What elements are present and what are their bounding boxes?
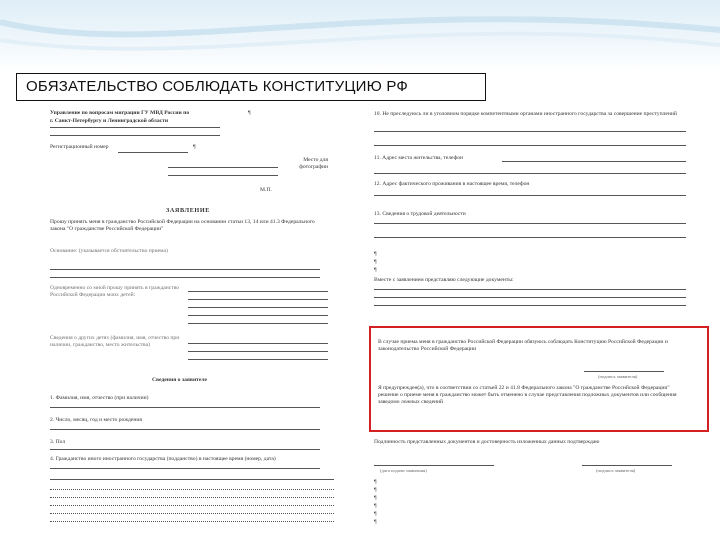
field-13-line bbox=[374, 237, 686, 238]
pilcrow: ¶ bbox=[374, 487, 377, 493]
pilcrow: ¶ bbox=[374, 267, 377, 273]
warning-text: Я предупрежден(а), что в соответствии со статьей 22 и 41.8 Федерального закона "О гражданстве Российской Федерации" решение о приеме меня в гражданство может быть отменено в случае представления подложных документов или сообщения заведомо ложных сведений bbox=[378, 385, 677, 405]
confirmation-text: Подлинность представленных документов и достоверность изложенных данных подтверждаю bbox=[374, 439, 600, 445]
attachments-note: Вместе с заявлением представляю следующие документы: bbox=[374, 277, 514, 283]
field-13-line bbox=[374, 223, 686, 224]
form-intro: Прошу принять меня в гражданство Российской Федерации на основании статьи 13, 14 или 41.3 Федерального закона "О гражданстве Российской Федерации" bbox=[50, 219, 315, 232]
sign-line bbox=[582, 465, 672, 466]
pilcrow: ¶ bbox=[374, 495, 377, 501]
reg-number-label: Регистрационный номер bbox=[50, 144, 109, 150]
pilcrow: ¶ bbox=[248, 110, 251, 116]
application-form-left-page bbox=[48, 107, 340, 535]
footnote-separator bbox=[50, 479, 334, 480]
oath-highlight-frame bbox=[369, 326, 709, 432]
blank-line bbox=[188, 351, 328, 352]
mp-label: М.П. bbox=[260, 187, 272, 193]
field-10-line bbox=[374, 145, 686, 146]
field-3-line bbox=[50, 449, 320, 450]
field-1-line bbox=[50, 407, 320, 408]
pilcrow: ¶ bbox=[374, 519, 377, 525]
blank-line bbox=[50, 277, 320, 278]
field-4-line bbox=[50, 468, 320, 469]
pilcrow: ¶ bbox=[374, 251, 377, 257]
field-2-line bbox=[50, 429, 320, 430]
slide-title: ОБЯЗАТЕЛЬСТВО СОБЛЮДАТЬ КОНСТИТУЦИЮ РФ bbox=[16, 73, 486, 101]
field-10-label: 10. Не преследуюсь ли в уголовном порядке компетентными органами иностранного государства за совершение преступлений bbox=[374, 111, 677, 117]
applicant-section-title: Сведения о заявителе bbox=[152, 377, 208, 383]
attachments-line bbox=[374, 297, 686, 298]
blank-line bbox=[188, 307, 328, 308]
form-heading: ЗАЯВЛЕНИЕ bbox=[166, 207, 210, 214]
blank-line bbox=[188, 359, 328, 360]
pilcrow: ¶ bbox=[374, 259, 377, 265]
oath-text: В случае приема меня в гражданство Российской Федерации обязуюсь соблюдать Конституцию Российской Федерации и законодательство Российской Федерации bbox=[378, 339, 668, 352]
blank-line bbox=[50, 269, 320, 270]
sign-label: (подпись заявителя) bbox=[596, 468, 636, 473]
blank-line bbox=[50, 135, 220, 136]
blank-line bbox=[168, 167, 278, 168]
field-11-label: 11. Адрес места жительства, телефон bbox=[374, 155, 463, 161]
blank-line bbox=[50, 127, 220, 128]
field-11-line bbox=[374, 173, 686, 174]
footnote-line bbox=[50, 497, 334, 498]
footnote-line bbox=[50, 521, 334, 522]
oath-signature-label: (подпись заявителя) bbox=[598, 374, 638, 379]
field-12-line bbox=[374, 195, 686, 196]
field-12-label: 12. Адрес фактического проживания в настоящее время, телефон bbox=[374, 181, 530, 187]
blank-line bbox=[168, 175, 278, 176]
attachments-line bbox=[374, 289, 686, 290]
field-11-line bbox=[502, 161, 686, 162]
addressee-line-2: г. Санкт-Петербургу и Ленинградской области bbox=[50, 118, 169, 124]
blank-line bbox=[188, 291, 328, 292]
date-label: (дата подачи заявления) bbox=[380, 468, 427, 473]
basis-line: Основание: (указывается обстоятельство приема) bbox=[50, 248, 168, 254]
application-form-right-page bbox=[372, 103, 694, 535]
date-line bbox=[374, 465, 494, 466]
blank-line bbox=[188, 343, 328, 344]
pilcrow: ¶ bbox=[374, 503, 377, 509]
field-13-label: 13. Сведения о трудовой деятельности bbox=[374, 211, 466, 217]
field-2-label: 2. Число, месяц, год и место рождения bbox=[50, 417, 142, 423]
attachments-line bbox=[374, 305, 686, 306]
field-4-label: 4. Гражданство иного иностранного государства (подданство) в настоящее время (номер, дата) bbox=[50, 456, 276, 462]
footnote-line bbox=[50, 505, 334, 506]
addressee-line-1: Управление по вопросам миграции ГУ МВД России по bbox=[50, 110, 190, 116]
field-3-label: 3. Пол bbox=[50, 439, 66, 445]
field-10-line bbox=[374, 131, 686, 132]
other-children-note: Сведения о других детях (фамилия, имя, отчество при наличии, гражданство, место жительства) bbox=[50, 335, 180, 348]
children-note: Одновременно со мной прошу принять в гражданство Российской Федерации моих детей: bbox=[50, 285, 180, 298]
blank-line bbox=[188, 299, 328, 300]
pilcrow: ¶ bbox=[193, 144, 196, 150]
decorative-wave bbox=[0, 0, 720, 80]
blank-line bbox=[188, 315, 328, 316]
pilcrow: ¶ bbox=[374, 479, 377, 485]
reg-number-line bbox=[118, 152, 188, 153]
footnote-line bbox=[50, 513, 334, 514]
footnote-line bbox=[50, 489, 334, 490]
photo-place-label: Место для фотографии bbox=[299, 157, 328, 170]
blank-line bbox=[188, 323, 328, 324]
field-1-label: 1. Фамилия, имя, отчество (при наличии) bbox=[50, 395, 149, 401]
pilcrow: ¶ bbox=[374, 511, 377, 517]
